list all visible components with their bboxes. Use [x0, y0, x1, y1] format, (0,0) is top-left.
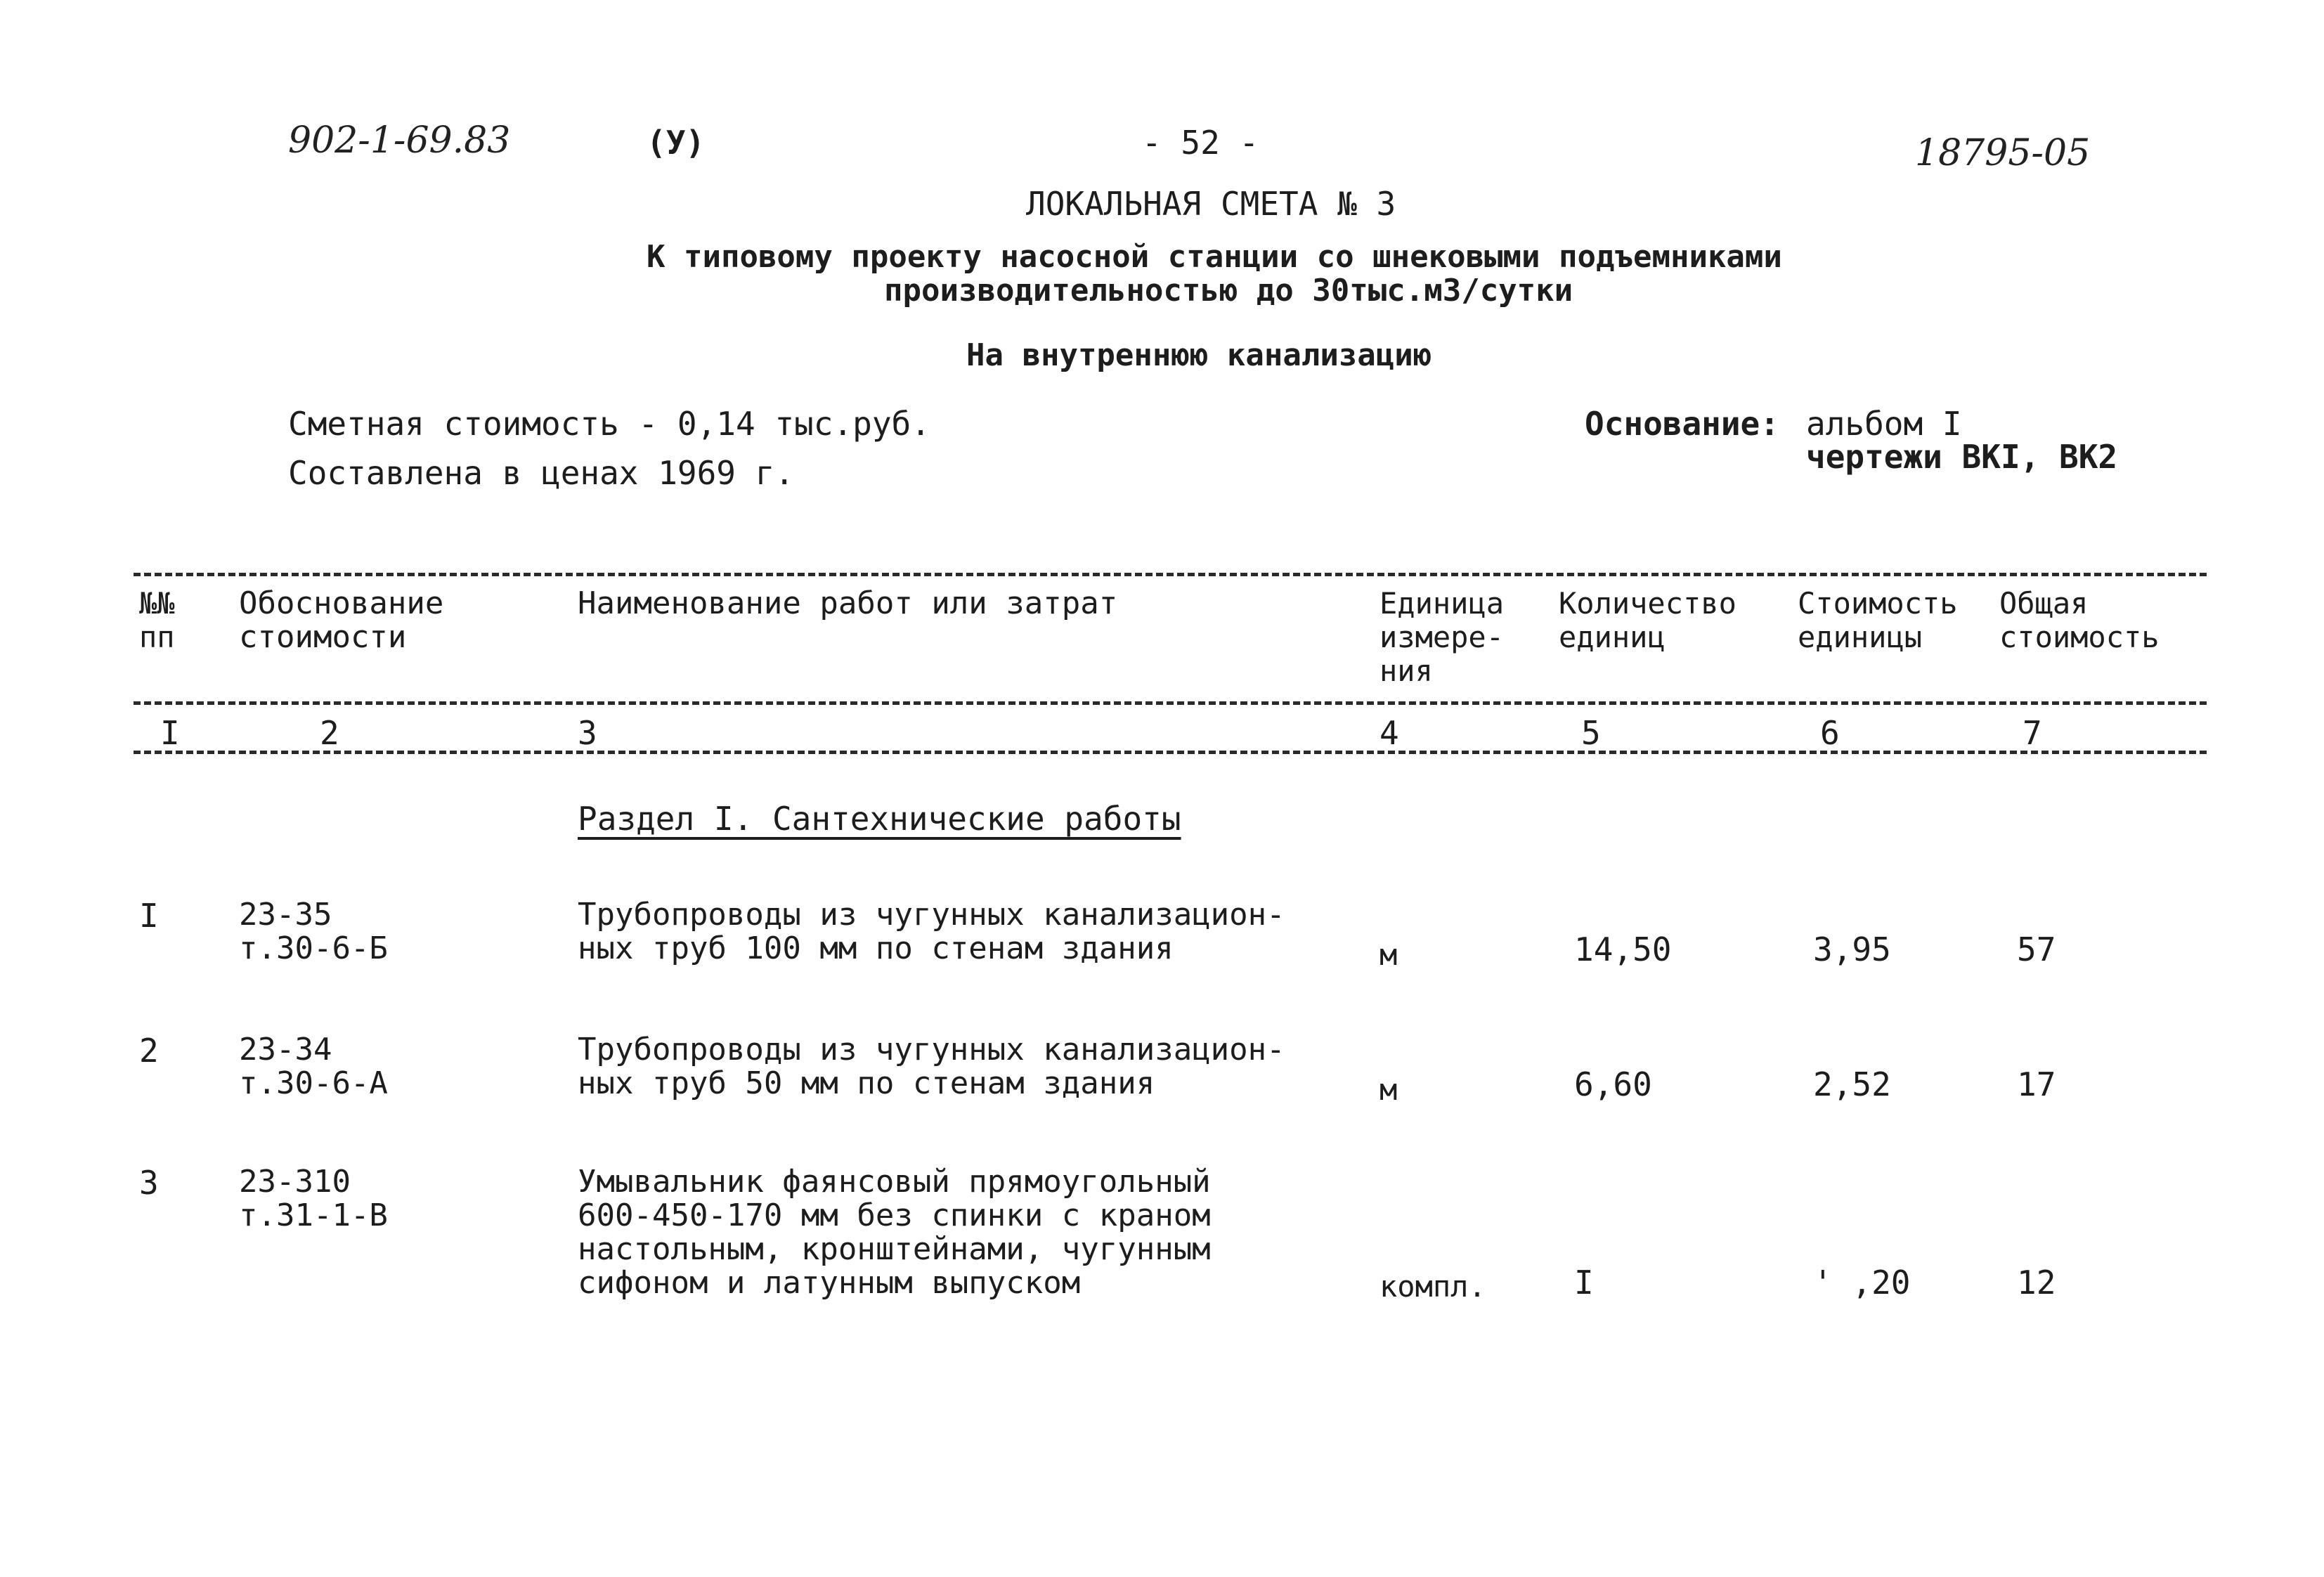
row-unit-cost: 3,95 — [1813, 930, 1891, 968]
table-top-rule — [134, 573, 2207, 576]
column-number: I — [160, 714, 180, 752]
section-heading: Раздел I. Сантехнические работы — [578, 800, 1181, 838]
document-code: 902-1-69.83 — [288, 119, 511, 162]
basis-label: Основание: — [1585, 405, 1779, 443]
stamp-number: 18795-05 — [1915, 132, 2091, 174]
column-numbers-rule — [134, 751, 2207, 754]
row-quantity: 14,50 — [1574, 930, 1672, 968]
price-base-year: Составлена в ценах 1969 г. — [288, 454, 795, 492]
column-number: 3 — [578, 714, 597, 752]
estimate-title: ЛОКАЛЬНАЯ СМЕТА № 3 — [1026, 185, 1396, 223]
estimated-cost: Сметная стоимость - 0,14 тыс.руб. — [288, 405, 930, 443]
header-unit-cost: Стоимость единицы — [1798, 586, 1958, 654]
section-title: На внутреннюю канализацию — [966, 337, 1432, 373]
row-basis: 23-310 т.31-1-В — [239, 1164, 388, 1233]
row-quantity: I — [1574, 1264, 1594, 1302]
row-work-name: Трубопроводы из чугунных канализацион- ных труб 50 мм по стенам здания — [578, 1032, 1285, 1101]
header-work-name: Наименование работ или затрат — [578, 585, 1118, 621]
column-number: 2 — [320, 714, 339, 752]
row-unit: м — [1380, 1072, 1398, 1107]
basis-album: альбом I — [1806, 405, 1962, 443]
row-unit-cost: 2,52 — [1813, 1065, 1891, 1103]
row-number: 3 — [139, 1164, 159, 1202]
header-basis: Обоснование стоимости — [239, 585, 444, 655]
row-total-cost: 17 — [2017, 1065, 2056, 1103]
header-bottom-rule — [134, 701, 2207, 705]
page-number: - 52 - — [1142, 124, 1259, 162]
column-number: 4 — [1380, 714, 1399, 752]
row-total-cost: 57 — [2017, 930, 2056, 968]
row-total-cost: 12 — [2017, 1264, 2056, 1302]
header-num: №№ пп — [139, 586, 175, 654]
header-unit: Единица измере- ния — [1380, 586, 1505, 688]
row-work-name: Трубопроводы из чугунных канализацион- ных труб 100 мм по стенам здания — [578, 897, 1285, 966]
header-total-cost: Общая стоимость — [1999, 586, 2160, 654]
row-basis: 23-35 т.30-6-Б — [239, 897, 388, 966]
column-number: 7 — [2023, 714, 2042, 752]
row-unit-cost: ' ,20 — [1813, 1264, 1911, 1302]
row-unit: м — [1380, 937, 1398, 972]
column-number: 5 — [1581, 714, 1601, 752]
row-unit: компл. — [1380, 1269, 1486, 1304]
column-number: 6 — [1820, 714, 1840, 752]
basis-drawings: чертежи ВКI, ВК2 — [1806, 438, 2118, 476]
row-quantity: 6,60 — [1574, 1065, 1652, 1103]
row-work-name: Умывальник фаянсовый прямоугольный 600-450-170 мм без спинки с краном настольным, кронштейнами, чугунным сифоном и латунным выпуском — [578, 1164, 1211, 1301]
subtitle-line-2: производительностью до 30тыс.м3/сутки — [884, 273, 1573, 309]
row-basis: 23-34 т.30-6-А — [239, 1032, 388, 1101]
row-number: I — [139, 897, 159, 935]
subtitle-line-1: К типовому проекту насосной станции со шнековыми подъемниками — [647, 239, 1782, 275]
row-number: 2 — [139, 1032, 159, 1070]
header-quantity: Количество единиц — [1559, 586, 1736, 654]
document-variant: (У) — [647, 124, 706, 162]
